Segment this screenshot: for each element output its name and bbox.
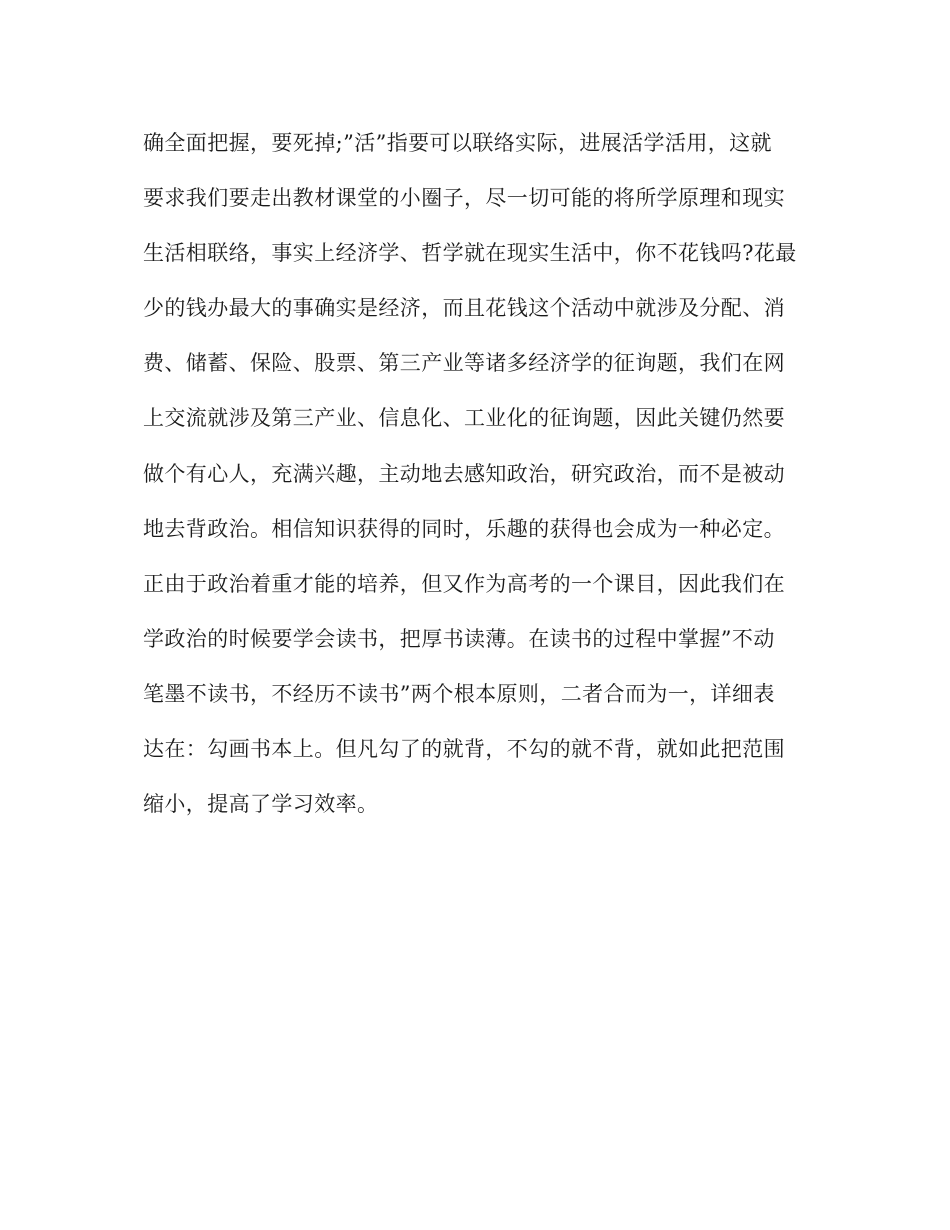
text-line: 少的钱办最大的事确实是经济，而且花钱这个活动中就涉及分配、消 [143, 296, 785, 321]
text-line: 要求我们要走出教材课堂的小圈子，尽一切可能的将所学原理和现实 [143, 186, 785, 211]
text-line: 费、储蓄、保险、股票、第三产业等诸多经济学的征询题，我们在网 [143, 351, 785, 376]
text-line: 缩小，提高了学习效率。 [143, 792, 379, 817]
text-line: 笔墨不读书，不经历不读书”两个根本原则，二者合而为一，详细表 [143, 681, 775, 706]
text-line: 正由于政治着重才能的培养，但又作为高考的一个课目，因此我们在 [143, 571, 785, 596]
text-line: 做个有心人，充满兴趣，主动地去感知政治，研究政治，而不是被动 [143, 461, 785, 486]
text-line: 达在：勾画书本上。但凡勾了的就背，不勾的就不背，就如此把范围 [143, 737, 785, 762]
text-line: 生活相联络，事实上经济学、哲学就在现实生活中，你不花钱吗?花最 [143, 241, 797, 266]
text-line: 学政治的时候要学会读书，把厚书读薄。在读书的过程中掌握”不动 [143, 626, 775, 651]
text-line: 上交流就涉及第三产业、信息化、工业化的征询题，因此关键仍然要 [143, 406, 785, 431]
body-text [143, 122, 823, 838]
text-line: 地去背政治。相信知识获得的同时，乐趣的获得也会成为一种必定。 [143, 516, 785, 541]
text-line: 确全面把握，要死掉;”活”指要可以联络实际，进展活学活用，这就 [143, 131, 772, 155]
